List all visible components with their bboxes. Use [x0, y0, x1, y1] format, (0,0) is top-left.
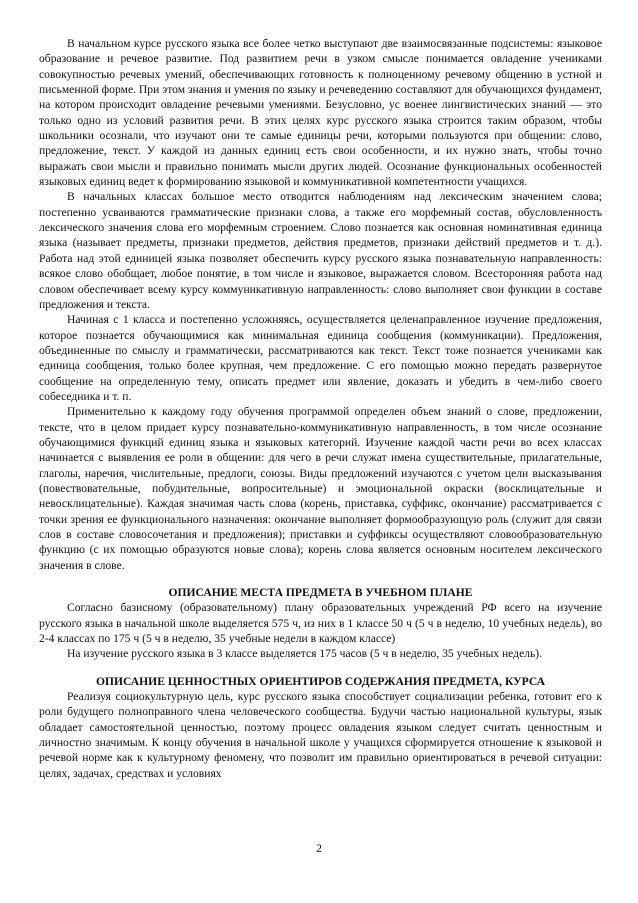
- paragraph-word-study: В начальных классах большое место отводится наблюдениям над лексическим значением слова; постепенно усваиваются грамматические признаки слова, а также его морфемный состав, обусловленность лексического значения слова его морфемным строением. Слово познается как основная номинативная единица языка (называет предметы, признаки предметов, действия предметов, признаки действий предметов и т. д.). Работа над этой единицей языка позволяет обеспечить курсу русского языка познавательную направленность: всякое слово обобщает, любое понятие, в том числе и языковое, выражается словом. Всесторонняя работа над словом обеспечивает всему курсу коммуникативную направленность: слово выполняет свои функции в составе предложения и текста.: [39, 190, 602, 311]
- page-number: 2: [316, 842, 322, 855]
- paragraph-intro: В начальном курсе русского языка все более четко выступают две взаимосвязанные подсистемы: языковое образование и речевое развитие. Под развитием речи в узком смысле понимается овладение учениками совокупностью речевых умений, обеспечивающих готовность к полноценному речевому общению в устной и письменной форме. При этом знания и умения по языку и речеведению составляют для обучающихся фундамент, на котором происходит овладение речевыми умениями. Безусловно, ус военее лингвистических знаний — это только одно из условий развития речи. В этих целях курс русского языка строится таким образом, чтобы школьники осознали, что изучают они те самые единицы речи, которыми пользуются при общении: слово, предложение, текст. У каждой из данных единиц есть свои особенности, и их нужно знать, чтобы точно выражать свои мысли и правильно понимать мысли других людей. Осознание функциональных особенностей языковых единиц ведет к формированию языковой и коммуникативной компетентности учащихся.: [39, 37, 602, 189]
- paragraph-hours-total: Согласно базисному (образовательному) плану образовательных учреждений РФ всего на изучение русского языка в начальной школе выделяется 575 ч, из них в 1 классе 50 ч (5 ч в неделю, 10 учебных недель), во 2-4 классах по 175 ч (5 ч в неделю, 35 учебные недели в каждом классе): [39, 601, 602, 646]
- document-body: [39, 36, 602, 781]
- section-heading-curriculum-place: ОПИСАНИЕ МЕСТА ПРЕДМЕТА В УЧЕБНОМ ПЛАНЕ: [168, 586, 473, 600]
- paragraph-program-scope: Применительно к каждому году обучения программой определен объем знаний о слове, предложении, тексте, что в целом придает курсу познавательно-коммуникативную направленность, в том числе осознание обучающимися функций единиц языка и языковых категорий. Изучение каждой части речи во всех классах начинается с выявления ее роли в общении: для чего в речи служат имена существительные, прилагательные, глаголы, наречия, числительные, предлоги, союзы. Виды предложений изучаются с учетом цели высказывания (повествовательные, побудительные, вопросительные) и эмоциональной окраски (восклицательные и невосклицательные). Каждая значимая часть слова (корень, приставка, суффикс, окончание) рассматривается с точки зрения ее функционального назначения: окончание выполняет формообразующую роль (служит для связи слов в составе словосочетания и предложения); приставки и суффиксы осуществляют словообразовательную функцию (с их помощью образуются новые слова); корень слова является основным носителем лексического значения в слове.: [39, 405, 602, 572]
- spacer: [39, 662, 602, 674]
- paragraph-sentence-study: Начиная с 1 класса и постепенно усложняясь, осуществляется целенаправленное изучение предложения, которое познается обучающимися как минимальная единица сообщения (коммуникации). Предложения, объединенные по смыслу и грамматически, рассматриваются как текст. Текст тоже познается учениками как единица сообщения, только более крупная, чем предложение. С его помощью можно передать развернутое сообщение на определенную тему, описать предмет или явление, доказать и убедить в чем-либо своего собеседника и т. п.: [39, 313, 602, 403]
- spacer: [39, 573, 602, 585]
- paragraph-values: Реализуя социокультурную цель, курс русского языка способствует социализации ребенка, готовит его к роли будущего полноправного члена человеческого сообщества. Будучи частью национальной культуры, язык обладает самостоятельной ценностью, поэтому процесс овладения языком следует считать ценностным и личностно значимым. К концу обучения в начальной школе у учащихся сформируется отношение к языковой и речевой норме как к культурному феномену, что позволит им правильно ориентироваться в речевой ситуации: целях, задачах, средствах и условиях: [39, 690, 602, 780]
- section-heading-value-orientations: ОПИСАНИЕ ЦЕННОСТНЫХ ОРИЕНТИРОВ СОДЕРЖАНИЯ ПРЕДМЕТА, КУРСА: [95, 674, 546, 688]
- paragraph-hours-grade3: На изучение русского языка в 3 классе выделяется 175 часов (5 ч в неделю, 35 учебных недель).: [67, 647, 543, 661]
